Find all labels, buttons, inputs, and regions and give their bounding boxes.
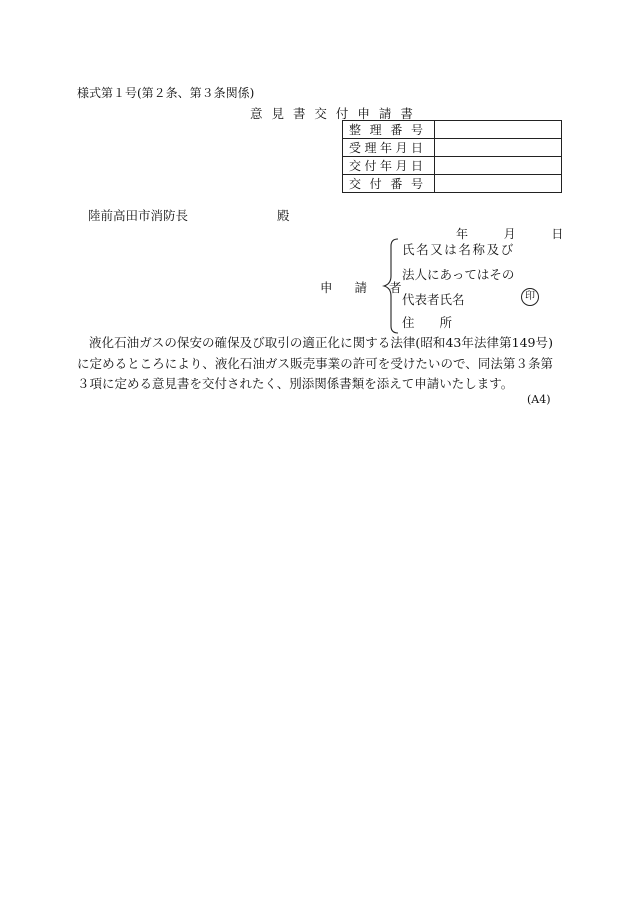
date-day: 日 <box>551 227 564 241</box>
admin-table-value[interactable] <box>435 121 562 139</box>
admin-table-label <box>343 139 435 157</box>
date-year: 年 <box>456 227 469 241</box>
admin-table-label-char: 日 <box>410 141 423 155</box>
admin-table-label-char: 交 <box>349 177 362 191</box>
admin-table-value[interactable] <box>435 157 562 175</box>
admin-table-label-char: 月 <box>395 159 408 173</box>
applicant-address-field: 住 所 <box>402 315 453 330</box>
paper-size: (A4) <box>527 393 551 406</box>
admin-table-label-char: 受 <box>349 141 362 155</box>
applicant-representative-field: 代表者氏名 <box>402 292 465 307</box>
admin-table-value[interactable] <box>435 139 562 157</box>
admin-table-row <box>343 121 562 139</box>
addressee: 陸前高田市消防長 <box>88 208 189 223</box>
admin-table-label-char: 番 <box>390 177 403 191</box>
administrative-table <box>342 120 562 193</box>
admin-table-label <box>343 175 435 193</box>
admin-table-label-char: 整 <box>349 123 362 137</box>
applicant-name-field: 氏名又は名称及び <box>402 242 515 257</box>
admin-table-label-char: 付 <box>364 159 377 173</box>
admin-table-label-text <box>349 157 423 174</box>
brace-icon <box>382 238 400 334</box>
date-month: 月 <box>503 227 516 241</box>
admin-table-label-char: 年 <box>379 159 392 173</box>
seal-icon: 印 <box>521 288 539 306</box>
admin-table-value[interactable] <box>435 175 562 193</box>
applicant-label: 申 請 者 <box>320 280 411 295</box>
admin-table-label-text <box>349 175 423 192</box>
document-title: 意 見 書 交 付 申 請 書 <box>250 106 416 121</box>
admin-table-label-text <box>349 121 423 138</box>
admin-table-label-char: 理 <box>369 123 382 137</box>
admin-table-label-char: 日 <box>410 159 423 173</box>
application-body: 液化石油ガスの保安の確保及び取引の適正化に関する法律(昭和43年法律第149号)に定めるところにより、液化石油ガス販売事業の許可を受けたいので、同法第３条第３項に定める意見書を交付されたく、別添関係書類を添えて申請いたします。 <box>77 335 553 391</box>
applicant-corporate-field: 法人にあってはその <box>402 267 515 282</box>
admin-table-row <box>343 175 562 193</box>
admin-table-label-char: 番 <box>390 123 403 137</box>
admin-table-label <box>343 157 435 175</box>
admin-table-label-char: 年 <box>379 141 392 155</box>
admin-table-row <box>343 139 562 157</box>
admin-table-label-text <box>349 139 423 156</box>
admin-table-row <box>343 157 562 175</box>
admin-table-label-char: 付 <box>369 177 382 191</box>
admin-table-label-char: 号 <box>410 123 423 137</box>
honorific: 殿 <box>277 208 290 223</box>
admin-table-label-char: 号 <box>410 177 423 191</box>
admin-table-label-char: 交 <box>349 159 362 173</box>
admin-table-label-char: 理 <box>364 141 377 155</box>
admin-table-label <box>343 121 435 139</box>
form-number: 様式第１号(第２条、第３条関係) <box>77 86 255 100</box>
admin-table-label-char: 月 <box>395 141 408 155</box>
